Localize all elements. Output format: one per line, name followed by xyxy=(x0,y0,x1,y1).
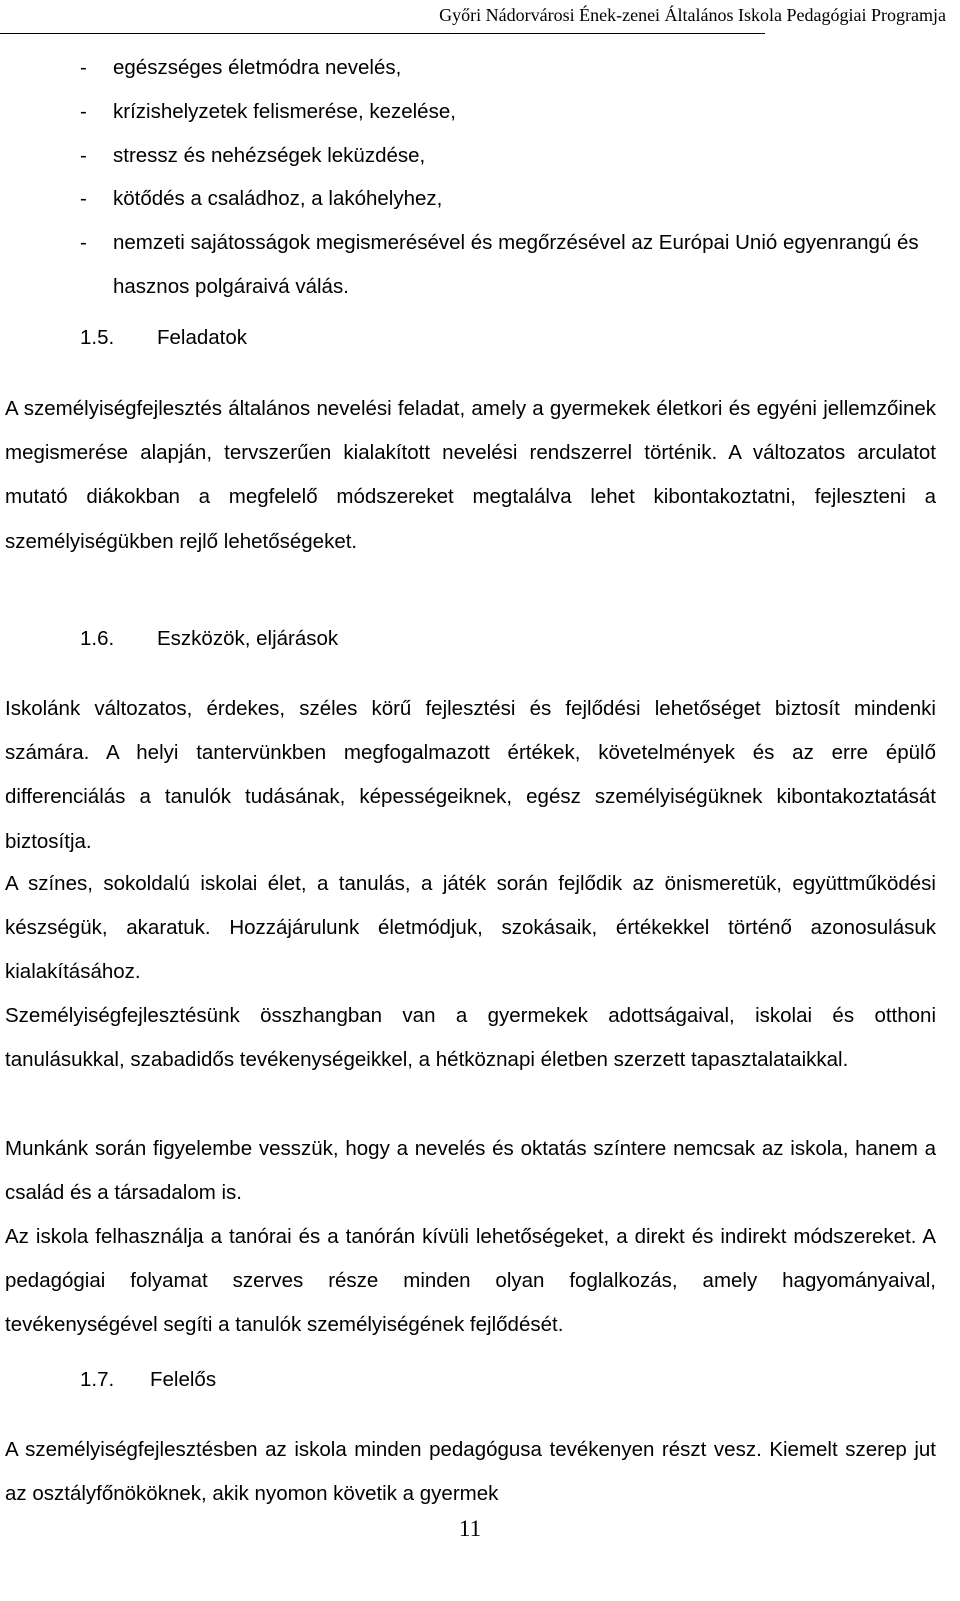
paragraph: A színes, sokoldalú iskolai élet, a tanulás, a játék során fejlődik az önismeretük, együttműködési készségük, akaratuk. Hozzájárulunk életmódjuk, szokásaik, értékekkel történő azonosulásuk kialakításához. xyxy=(5,872,936,984)
paragraph: Személyiségfejlesztésünk összhangban van a gyermekek adottságaival, iskolai és otthoni tanulásukkal, szabadidős tevékenységeikkel, a hétköznapi életben szerzett tapasztalataikkal. xyxy=(5,1004,936,1072)
list-item: - krízishelyzetek felismerése, kezelése, xyxy=(0,90,940,134)
section-number: 1.7. xyxy=(80,1368,115,1391)
paragraph: Iskolánk változatos, érdekes, széles körű fejlesztési és fejlődési lehetőséget biztosít mindenki számára. A helyi tantervünkben megfogalmazott értékek, követelmények és az erre épülő differenciálás a tanulók tudásának, képességeiknek, egész személyiségüknek kibontakoztatását biztosítja. xyxy=(5,697,936,853)
section-title: Felelős xyxy=(150,1368,217,1391)
section-number: 1.5. xyxy=(80,326,115,349)
bullet-marker: - xyxy=(80,231,87,255)
running-header: Győri Nádorvárosi Ének-zenei Általános Iskola Pedagógiai Programja xyxy=(439,5,946,25)
bullet-marker: - xyxy=(80,56,87,79)
section-title: Feladatok xyxy=(157,326,248,349)
bullet-marker: - xyxy=(80,143,87,167)
list-item: - stressz és nehézségek leküzdése, xyxy=(0,134,940,178)
paragraph: Munkánk során figyelembe vesszük, hogy a nevelés és oktatás színtere nemcsak az iskola, hanem a család és a társadalom is. xyxy=(5,1137,936,1205)
section-heading-1-5 xyxy=(80,326,247,350)
list-item: - nemzeti sajátosságok megismerésével és megőrzésével az Európai Unió egyenrangú és hasznos polgáraivá válás. xyxy=(0,221,940,309)
section-number: 1.6. xyxy=(80,627,115,650)
paragraph: Az iskola felhasználja a tanórai és a tanórán kívüli lehetőségeket, a direkt és indirekt módszereket. A pedagógiai folyamat szerves része minden olyan foglalkozás, amely hagyományaival, tevékenységével segíti a tanulók személyiségének fejlődését. xyxy=(5,1225,936,1337)
page-number: 11 xyxy=(458,1516,482,1541)
list-item: - egészséges életmódra nevelés, xyxy=(0,46,940,90)
header-rule xyxy=(0,33,765,34)
section-heading-1-6 xyxy=(80,627,338,651)
paragraph: A személyiségfejlesztés általános nevelési feladat, amely a gyermekek életkori és egyéni jellemzőinek megismerése alapján, tervszerűen kialakított nevelési rendszerrel történik. A változatos arculatot mutató diákokban a megfelelő módszereket megtalálva lehet kibontakoztatni, fejleszteni a személyiségükben rejlő lehetőségeket. xyxy=(5,397,936,553)
bullet-marker: - xyxy=(80,187,87,211)
section-title: Eszközök, eljárások xyxy=(157,627,339,650)
list-item: - kötődés a családhoz, a lakóhelyhez, xyxy=(0,177,940,221)
section-heading-1-7 xyxy=(80,1368,216,1392)
bullet-marker: - xyxy=(80,99,87,123)
bullet-list xyxy=(0,46,940,309)
paragraph: A személyiségfejlesztésben az iskola minden pedagógusa tevékenyen részt vesz. Kiemelt szerep jut az osztályfőnököknek, akik nyomon követik a gyermek xyxy=(5,1438,936,1506)
